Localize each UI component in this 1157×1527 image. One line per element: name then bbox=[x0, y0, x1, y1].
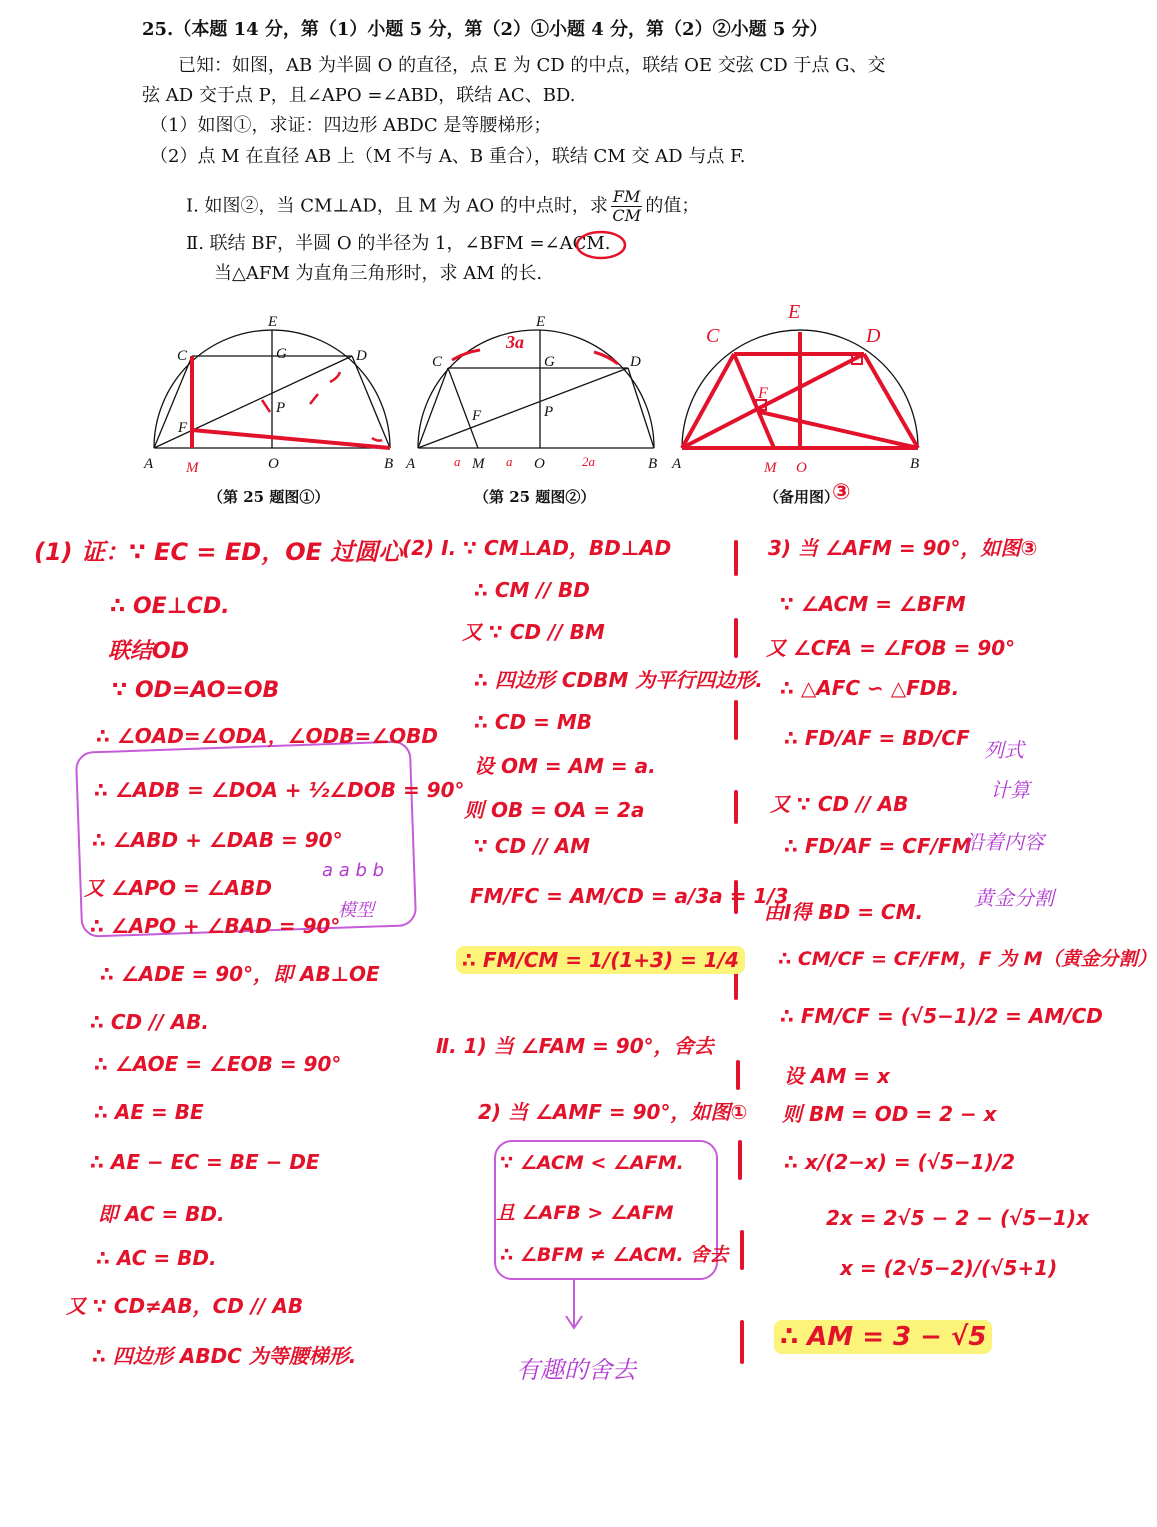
note-col1-line: ∴ ∠ADB = ∠DOA + ½∠DOB = 90° bbox=[94, 778, 465, 802]
note-col3-line: ∴ FD/AF = BD/CF bbox=[784, 726, 970, 750]
fig3-label-c: C bbox=[706, 325, 720, 347]
note-col3-line: 3) 当 ∠AFM = 90°，如图③ bbox=[768, 536, 1038, 560]
note-col3-line: 设 AM = x bbox=[784, 1064, 890, 1088]
column-divider bbox=[736, 1060, 740, 1090]
fig3-label-e: E bbox=[788, 301, 801, 323]
column-divider bbox=[734, 700, 738, 740]
note-col3-highlight: ∴ AM = 3 − √5 bbox=[774, 1320, 992, 1354]
note-side-purple: 沿着内容 bbox=[964, 830, 1044, 854]
annotation-circle bbox=[574, 228, 628, 262]
column-divider bbox=[734, 540, 738, 576]
note-col3-line: 由Ⅰ得 BD = CM. bbox=[764, 900, 924, 924]
note-side-purple: 计算 bbox=[990, 778, 1030, 802]
figure-2 bbox=[402, 308, 670, 476]
column-divider bbox=[734, 970, 738, 1000]
fig1-label-a: A bbox=[144, 456, 154, 472]
note-col3-line: ∴ CM/CF = CF/FM，F 为 M（黄金分割） bbox=[778, 948, 1157, 970]
note-col2-line: ∴ ∠BFM ≠ ∠ACM. 舍去 bbox=[500, 1244, 729, 1266]
note-col1-line: ∴ ∠OAD=∠ODA，∠ODB=∠OBD bbox=[96, 724, 438, 748]
note-col1-line: ∴ ∠ABD + ∠DAB = 90° bbox=[92, 828, 343, 852]
figure-2-caption: （第 25 题图②） bbox=[474, 488, 596, 506]
note-col3-line: 则 BM = OD = 2 − x bbox=[782, 1102, 997, 1126]
note-col1-line: ∵ OD=AO=OB bbox=[112, 678, 280, 703]
fig1-label-m: M bbox=[186, 460, 199, 476]
note-col2-line: 2) 当 ∠AMF = 90°，如图① bbox=[478, 1100, 748, 1124]
fig3-label-m: M bbox=[764, 460, 777, 476]
note-side-purple: a a b b bbox=[322, 860, 385, 881]
fig2-red-a1: a bbox=[454, 454, 461, 469]
note-side-purple: 有趣的舍去 bbox=[516, 1356, 636, 1384]
fig2-red-3a: 3a bbox=[506, 332, 524, 352]
given-line-1: 已知：如图，AB 为半圆 O 的直径，点 E 为 CD 的中点，联结 OE 交弦 CD 于点 G、交 bbox=[178, 55, 886, 76]
fig3-label-b: B bbox=[910, 456, 920, 472]
note-col2-line: 又 ∵ CD // BM bbox=[462, 620, 605, 644]
fig2-label-e: E bbox=[536, 314, 546, 330]
note-col3-line: ∴ FD/AF = CF/FM bbox=[784, 834, 972, 858]
fig2-label-a: A bbox=[406, 456, 416, 472]
fig2-label-d: D bbox=[630, 354, 641, 370]
note-col3-line: ∴ FM/CF = (√5−1)/2 = AM/CD bbox=[780, 1004, 1103, 1028]
fig2-label-c: C bbox=[432, 354, 443, 370]
fig1-label-o: O bbox=[268, 456, 279, 472]
note-col3-line: ∵ ∠ACM = ∠BFM bbox=[780, 592, 966, 616]
fraction-numerator: FM bbox=[612, 187, 641, 206]
figure-3-caption: （备用图） bbox=[764, 488, 840, 506]
figure-3-mark: ③ bbox=[832, 480, 851, 505]
note-col1-line: ∴ ∠APO + ∠BAD = 90° bbox=[90, 914, 341, 938]
fraction-denominator: CM bbox=[612, 206, 641, 225]
part-2-i-suffix: 的值； bbox=[645, 195, 700, 217]
figure-3 bbox=[670, 296, 930, 476]
note-col1-line: ∴ AE = BE bbox=[94, 1100, 204, 1124]
fig1-label-g: G bbox=[276, 346, 287, 362]
fig3-label-d: D bbox=[866, 325, 881, 347]
fig2-label-g: G bbox=[544, 354, 555, 370]
fig1-label-d: D bbox=[356, 348, 367, 364]
part-2-ii-line-1: Ⅱ. 联结 BF，半圆 O 的半径为 1，∠BFM =∠ACM. bbox=[186, 233, 611, 254]
column-divider bbox=[738, 1140, 742, 1180]
fig3-label-a: A bbox=[672, 456, 682, 472]
note-col2-line: FM/FC = AM/CD = a/3a = 1/3 bbox=[470, 884, 789, 908]
note-col1-line: (1) 证：∵ EC = ED，OE 过圆心 bbox=[34, 538, 403, 566]
note-col3-result bbox=[774, 1322, 992, 1352]
note-col3-line: 2x = 2√5 − 2 − (√5−1)x bbox=[826, 1206, 1090, 1230]
note-col1-line: ∴ AE − EC = BE − DE bbox=[90, 1150, 320, 1174]
fig3-label-o: O bbox=[796, 460, 807, 476]
fig2-label-b: B bbox=[648, 456, 658, 472]
note-col2-line: Ⅱ. 1) 当 ∠FAM = 90°，舍去 bbox=[436, 1034, 714, 1058]
note-side-purple: 模型 bbox=[338, 900, 374, 921]
note-col1-line: 即 AC = BD. bbox=[98, 1202, 225, 1226]
fig1-label-e: E bbox=[268, 314, 278, 330]
problem-header: 25.（本题 14 分，第（1）小题 5 分，第（2）①小题 4 分，第（2）②小题 5 分） bbox=[142, 19, 828, 40]
arrow-down-icon bbox=[562, 1278, 586, 1334]
fig2-label-m: M bbox=[472, 456, 485, 472]
fig1-label-f: F bbox=[178, 420, 188, 436]
note-col1-line: ∴ ∠AOE = ∠EOB = 90° bbox=[94, 1052, 342, 1076]
part-1: （1）如图①，求证：四边形 ABDC 是等腰梯形； bbox=[150, 115, 552, 136]
note-col1-line: ∴ OE⊥CD. bbox=[110, 594, 230, 619]
fraction-fm-cm bbox=[611, 188, 642, 225]
note-col2-line: 则 OB = OA = 2a bbox=[464, 798, 645, 822]
note-col3-line: x = (2√5−2)/(√5+1) bbox=[840, 1256, 1058, 1280]
fig3-label-f: F bbox=[758, 385, 768, 402]
note-col2-line: ∵ ∠ACM < ∠AFM. bbox=[500, 1152, 684, 1174]
note-col1-line: 联结OD bbox=[108, 639, 189, 664]
note-col1-line: ∴ ∠ADE = 90°，即 AB⊥OE bbox=[100, 962, 380, 986]
note-col2-result bbox=[456, 948, 745, 972]
fig1-label-b: B bbox=[384, 456, 394, 472]
column-divider bbox=[740, 1320, 744, 1364]
note-side-purple: 列式 bbox=[984, 738, 1024, 762]
note-col3-line: 又 ∠CFA = ∠FOB = 90° bbox=[766, 636, 1016, 660]
fig2-label-f: F bbox=[472, 408, 482, 424]
given-line-2: 弦 AD 交于点 P，且∠APO =∠ABD，联结 AC、BD. bbox=[142, 85, 576, 106]
note-col1-line: ∴ 四边形 ABDC 为等腰梯形. bbox=[92, 1344, 357, 1368]
figure-1-caption: （第 25 题图①） bbox=[208, 488, 330, 506]
note-col3-line: ∴ △AFC ∽ △FDB. bbox=[780, 676, 960, 700]
note-col2-line: 且 ∠AFB > ∠AFM bbox=[496, 1202, 674, 1224]
note-col2-line: ∵ CD // AM bbox=[474, 834, 591, 858]
note-col2-line: (2) Ⅰ. ∵ CM⊥AD，BD⊥AD bbox=[402, 536, 672, 560]
note-col1-line: ∴ CD // AB. bbox=[90, 1010, 210, 1034]
note-col1-line: 又 ∵ CD≠AB，CD // AB bbox=[66, 1294, 304, 1318]
part-2: （2）点 M 在直径 AB 上（M 不与 A、B 重合），联结 CM 交 AD 与点 F. bbox=[150, 146, 746, 167]
part-2-i-text: Ⅰ. 如图②，当 CM⊥AD，且 M 为 AO 的中点时，求 bbox=[186, 195, 608, 217]
part-2-ii-line-2: 当△AFM 为直角三角形时，求 AM 的长. bbox=[214, 263, 543, 284]
note-col3-line: 又 ∵ CD // AB bbox=[770, 792, 909, 816]
fig1-label-p: P bbox=[276, 400, 286, 416]
part-2-i bbox=[186, 188, 699, 225]
fig2-label-p: P bbox=[544, 404, 554, 420]
fig2-label-o: O bbox=[534, 456, 545, 472]
note-col2-highlight: ∴ FM/CM = 1/(1+3) = 1/4 bbox=[456, 946, 745, 974]
figure-1 bbox=[140, 308, 400, 476]
fig2-red-a2: a bbox=[506, 454, 513, 469]
note-col1-line: ∴ AC = BD. bbox=[96, 1246, 217, 1270]
note-col1-line: 又 ∠APO = ∠ABD bbox=[84, 876, 272, 900]
column-divider bbox=[740, 1230, 744, 1270]
note-col2-line: ∴ 四边形 CDBM 为平行四边形. bbox=[474, 668, 763, 692]
note-col2-line: ∴ CM // BD bbox=[474, 578, 590, 602]
note-col2-line: 设 OM = AM = a. bbox=[474, 754, 656, 778]
column-divider bbox=[734, 790, 738, 824]
column-divider bbox=[734, 618, 738, 658]
note-side-purple: 黄金分割 bbox=[974, 886, 1054, 910]
note-col3-line: ∴ x/(2−x) = (√5−1)/2 bbox=[784, 1150, 1016, 1174]
fig1-label-c: C bbox=[177, 348, 188, 364]
fig2-red-2a: 2a bbox=[582, 454, 595, 469]
note-col2-line: ∴ CD = MB bbox=[474, 710, 592, 734]
